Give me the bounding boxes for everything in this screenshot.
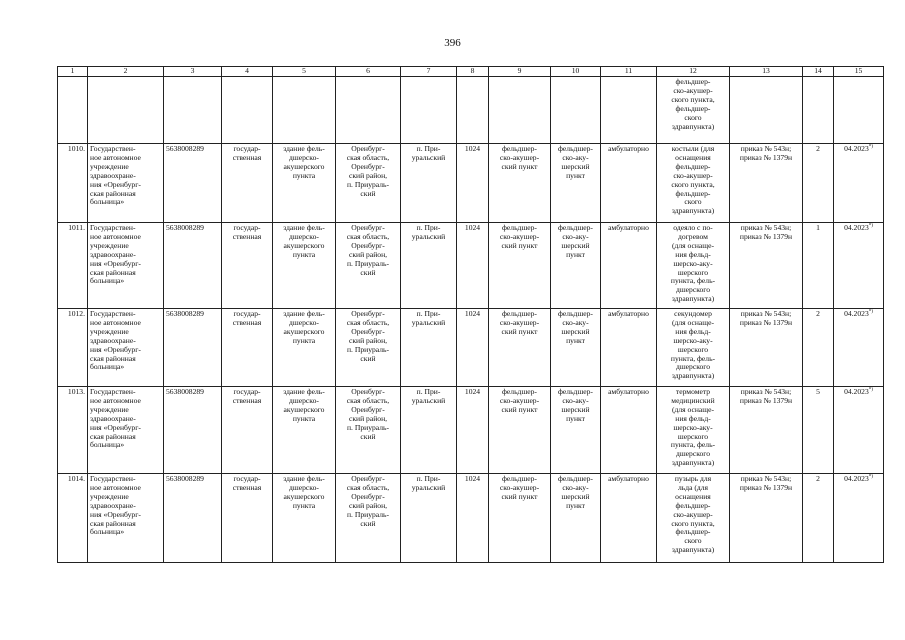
care-type: амбулаторно	[601, 223, 657, 309]
equipment-table	[57, 66, 884, 563]
table-row	[58, 223, 884, 309]
continuation-item-text: фельдшер- ско-акушер- ского пункта, фельдшер- ского здравпункта)	[657, 77, 730, 144]
table-row	[58, 144, 884, 223]
building-type: здание фель- дшерско- акушерского пункта	[273, 144, 336, 223]
unit-type: фельдшер- ско-акушер- ский пункт	[489, 223, 551, 309]
code: 1024	[457, 223, 489, 309]
equipment-item: одеяло с по- догревом (для оснаще- ния фельд- шерско-аку- шерского пункта, фель- дшерского здравпункта)	[657, 223, 730, 309]
inn-value: 5638008289	[164, 474, 222, 563]
equipment-item: термометр медицинский (для оснаще- ния фельд- шерско-аку- шерского пункта, фель- дшерского здравпункта)	[657, 387, 730, 474]
order-reference: приказ № 543н; приказ № 1379н	[730, 387, 803, 474]
inn-value: 5638008289	[164, 387, 222, 474]
equipment-item: секундомер (для оснаще- ния фельд- шерско-аку- шерского пункта, фель- дшерского здравпункта)	[657, 309, 730, 387]
col-header: 1	[58, 67, 88, 77]
equipment-item: пузырь для льда (для оснащения фельдшер- ско-акушер- ского пункта, фельдшер- ского здравпункта)	[657, 474, 730, 563]
unit-type: фельдшер- ско-акушер- ский пункт	[489, 474, 551, 563]
col-header: 7	[401, 67, 457, 77]
locality: п. При- уральский	[401, 387, 457, 474]
address: Оренбург- ская область, Оренбург- ский район, п. Приураль- ский	[336, 223, 401, 309]
ownership-form: государ- ственная	[222, 309, 273, 387]
unit-subtype: фельдшер- ско-аку- шерский пункт	[551, 474, 601, 563]
quantity: 5	[803, 387, 834, 474]
unit-subtype: фельдшер- ско-аку- шерский пункт	[551, 387, 601, 474]
due-date: 04.2023*)	[834, 309, 884, 387]
address: Оренбург- ская область, Оренбург- ский район, п. Приураль- ский	[336, 144, 401, 223]
table-row	[58, 474, 884, 563]
col-header: 10	[551, 67, 601, 77]
care-type: амбулаторно	[601, 309, 657, 387]
footnote-mark: *)	[868, 144, 873, 150]
col-header: 2	[88, 67, 164, 77]
due-date: 04.2023*)	[834, 474, 884, 563]
building-type: здание фель- дшерско- акушерского пункта	[273, 474, 336, 563]
order-reference: приказ № 543н; приказ № 1379н	[730, 144, 803, 223]
order-reference: приказ № 543н; приказ № 1379н	[730, 309, 803, 387]
ownership-form: государ- ственная	[222, 223, 273, 309]
care-type: амбулаторно	[601, 144, 657, 223]
address: Оренбург- ская область, Оренбург- ский район, п. Приураль- ский	[336, 309, 401, 387]
column-number-row	[58, 67, 884, 77]
quantity: 2	[803, 144, 834, 223]
unit-subtype: фельдшер- ско-аку- шерский пункт	[551, 144, 601, 223]
ownership-form: государ- ственная	[222, 474, 273, 563]
locality: п. При- уральский	[401, 223, 457, 309]
address: Оренбург- ская область, Оренбург- ский район, п. Приураль- ский	[336, 387, 401, 474]
col-header: 6	[336, 67, 401, 77]
row-number: 1014.	[58, 474, 88, 563]
building-type: здание фель- дшерско- акушерского пункта	[273, 387, 336, 474]
ownership-form: государ- ственная	[222, 387, 273, 474]
building-type: здание фель- дшерско- акушерского пункта	[273, 309, 336, 387]
unit-subtype: фельдшер- ско-аку- шерский пункт	[551, 309, 601, 387]
col-header: 9	[489, 67, 551, 77]
organization-name: Государствен- ное автономное учреждение здравоохране- ния «Оренбург- ская районная больница»	[88, 474, 164, 563]
col-header: 13	[730, 67, 803, 77]
quantity: 1	[803, 223, 834, 309]
organization-name: Государствен- ное автономное учреждение здравоохране- ния «Оренбург- ская районная больница»	[88, 387, 164, 474]
building-type: здание фель- дшерско- акушерского пункта	[273, 223, 336, 309]
unit-type: фельдшер- ско-акушер- ский пункт	[489, 387, 551, 474]
col-header: 4	[222, 67, 273, 77]
code: 1024	[457, 474, 489, 563]
row-number: 1013.	[58, 387, 88, 474]
due-date: 04.2023*)	[834, 223, 884, 309]
code: 1024	[457, 144, 489, 223]
col-header: 15	[834, 67, 884, 77]
unit-type: фельдшер- ско-акушер- ский пункт	[489, 144, 551, 223]
organization-name: Государствен- ное автономное учреждение здравоохране- ния «Оренбург- ская районная больница»	[88, 223, 164, 309]
address: Оренбург- ская область, Оренбург- ский район, п. Приураль- ский	[336, 474, 401, 563]
inn-value: 5638008289	[164, 309, 222, 387]
quantity: 2	[803, 474, 834, 563]
unit-subtype: фельдшер- ско-аку- шерский пункт	[551, 223, 601, 309]
row-number: 1012.	[58, 309, 88, 387]
organization-name: Государствен- ное автономное учреждение здравоохране- ния «Оренбург- ская районная больница»	[88, 309, 164, 387]
order-reference: приказ № 543н; приказ № 1379н	[730, 223, 803, 309]
col-header: 5	[273, 67, 336, 77]
code: 1024	[457, 309, 489, 387]
quantity: 2	[803, 309, 834, 387]
page-number: 396	[444, 37, 461, 49]
care-type: амбулаторно	[601, 387, 657, 474]
col-header: 8	[457, 67, 489, 77]
table-row	[58, 309, 884, 387]
table-row	[58, 387, 884, 474]
footnote-mark: *)	[868, 309, 873, 315]
order-reference: приказ № 543н; приказ № 1379н	[730, 474, 803, 563]
col-header: 11	[601, 67, 657, 77]
equipment-item: костыли (для оснащения фельдшер- ско-акушер- ского пункта, фельдшер- ского здравпункта)	[657, 144, 730, 223]
ownership-form: государ- ственная	[222, 144, 273, 223]
due-date: 04.2023*)	[834, 387, 884, 474]
unit-type: фельдшер- ско-акушер- ский пункт	[489, 309, 551, 387]
col-header: 14	[803, 67, 834, 77]
inn-value: 5638008289	[164, 144, 222, 223]
inn-value: 5638008289	[164, 223, 222, 309]
col-header: 12	[657, 67, 730, 77]
footnote-mark: *)	[868, 223, 873, 229]
organization-name: Государствен- ное автономное учреждение здравоохране- ния «Оренбург- ская районная больница»	[88, 144, 164, 223]
footnote-mark: *)	[868, 387, 873, 393]
continuation-row	[58, 77, 884, 144]
locality: п. При- уральский	[401, 474, 457, 563]
locality: п. При- уральский	[401, 309, 457, 387]
col-header: 3	[164, 67, 222, 77]
row-number: 1010.	[58, 144, 88, 223]
locality: п. При- уральский	[401, 144, 457, 223]
due-date: 04.2023*)	[834, 144, 884, 223]
care-type: амбулаторно	[601, 474, 657, 563]
code: 1024	[457, 387, 489, 474]
footnote-mark: *)	[868, 474, 873, 480]
row-number: 1011.	[58, 223, 88, 309]
